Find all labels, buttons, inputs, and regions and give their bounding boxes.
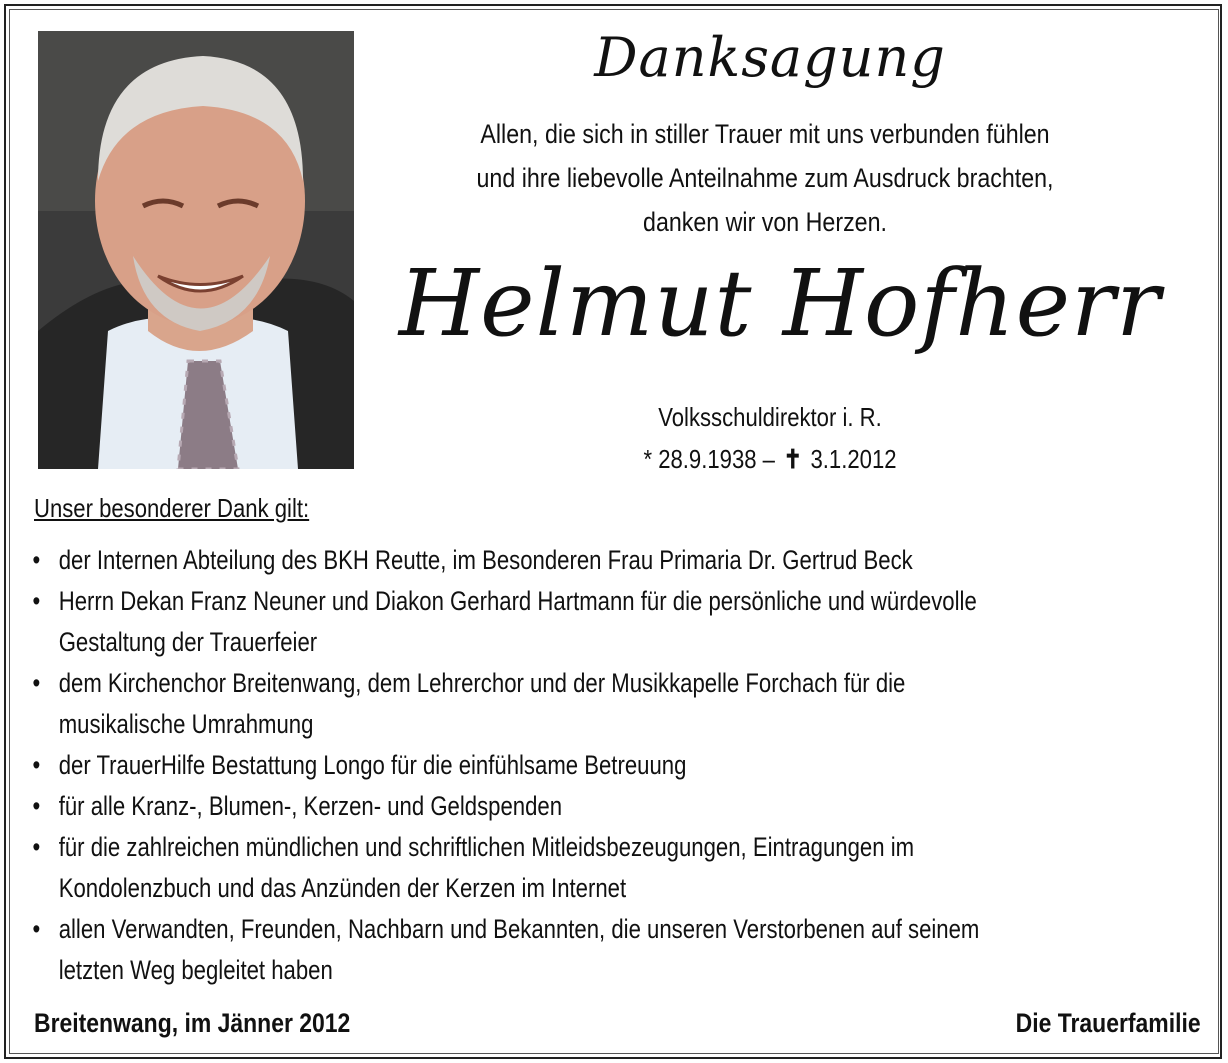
- birth-date: * 28.9.1938 –: [643, 444, 775, 474]
- list-item: [30, 909, 1162, 991]
- thanks-heading: Unser besonderer Dank gilt:: [34, 493, 310, 523]
- list-item-line: dem Kirchenchor Breitenwang, dem Lehrerchor und der Musikkapelle Forchach für die: [58, 668, 906, 698]
- list-item: [30, 827, 1162, 909]
- list-item: [30, 540, 1162, 581]
- list-item: [30, 786, 1162, 827]
- deceased-role: Volksschuldirektor i. R.: [658, 402, 882, 432]
- intro-text: [434, 112, 1096, 244]
- bullet-icon: •: [32, 791, 41, 821]
- cross-icon: ✝: [783, 444, 802, 474]
- list-item: [30, 581, 1162, 663]
- list-item-line: für die zahlreichen mündlichen und schriftlichen Mitleidsbezeugungen, Eintragungen im: [58, 832, 915, 862]
- title-danksagung: Danksagung: [594, 26, 946, 89]
- intro-line: und ihre liebevolle Anteilnahme zum Ausdruck brachten,: [476, 163, 1054, 193]
- signature: Die Trauerfamilie: [1016, 1008, 1201, 1038]
- list-item: [30, 745, 1162, 786]
- bullet-icon: •: [32, 545, 41, 575]
- thanks-list: [30, 540, 1162, 991]
- list-item-line: Kondolenzbuch und das Anzünden der Kerzen im Internet: [58, 873, 627, 903]
- death-date: 3.1.2012: [810, 444, 897, 474]
- place-date: Breitenwang, im Jänner 2012: [34, 1008, 351, 1038]
- list-item-line: musikalische Umrahmung: [58, 709, 314, 739]
- list-item-line: für alle Kranz-, Blumen-, Kerzen- und Geldspenden: [58, 791, 563, 821]
- list-item-line: der TrauerHilfe Bestattung Longo für die einfühlsame Betreuung: [58, 750, 687, 780]
- list-item-line: allen Verwandten, Freunden, Nachbarn und Bekannten, die unseren Verstorbenen auf seinem: [58, 914, 980, 944]
- intro-line: Allen, die sich in stiller Trauer mit uns verbunden fühlen: [480, 119, 1050, 149]
- deceased-info: [558, 396, 983, 480]
- bullet-icon: •: [32, 750, 41, 780]
- list-item: [30, 663, 1162, 745]
- list-item-line: Herrn Dekan Franz Neuner und Diakon Gerhard Hartmann für die persönliche und würdevolle: [58, 586, 977, 616]
- list-item-line: der Internen Abteilung des BKH Reutte, im Besonderen Frau Primaria Dr. Gertrud Beck: [58, 545, 913, 575]
- intro-line: danken wir von Herzen.: [643, 207, 887, 237]
- deceased-name: Helmut Hofherr: [398, 250, 1162, 357]
- bullet-icon: •: [32, 668, 41, 698]
- portrait-photo: [38, 31, 354, 469]
- bullet-icon: •: [32, 832, 41, 862]
- bullet-icon: •: [32, 586, 41, 616]
- bullet-icon: •: [32, 914, 41, 944]
- list-item-line: Gestaltung der Trauerfeier: [58, 627, 318, 657]
- life-dates: [558, 438, 983, 480]
- list-item-line: letzten Weg begleitet haben: [58, 955, 333, 985]
